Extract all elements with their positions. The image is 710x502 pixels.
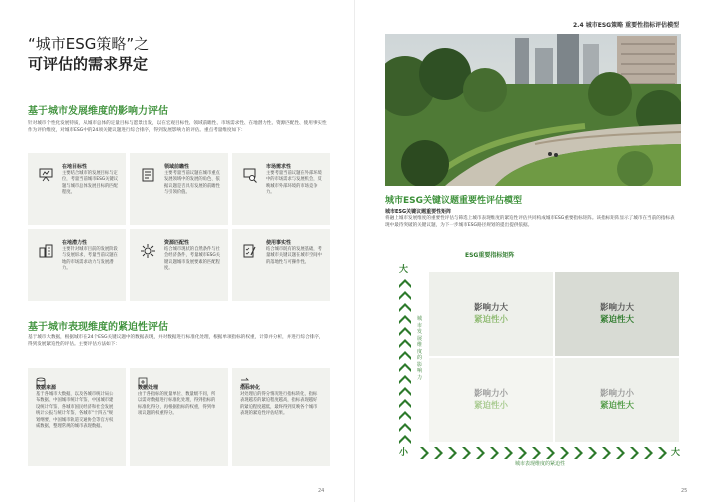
card-desc: 主要考量当前议题在城市重点发展领域中的发展的角色、依据议题是否具有发展的前瞻性与引领价值。 <box>164 171 220 196</box>
quadrant-line2: 紧迫性小 <box>473 401 508 411</box>
card-desc: 结合城市既有的发展基础，考量城市关键议题在城市空间中的落地性与可操作性。 <box>266 247 322 265</box>
card-desc: 结合城市现状的自然条件与社会经济条件，考量城市ESG关键议题城市发展要素的匹配程度。 <box>164 247 221 272</box>
card-title: 市场需求性 <box>266 164 292 170</box>
quadrant-line1: 影响力小 <box>599 389 634 399</box>
section2-heading: 基于城市表现维度的紧迫性评估 <box>28 322 168 333</box>
x-axis-big-label: 大 <box>671 448 681 458</box>
quadrant-line1: 影响力大 <box>473 303 508 313</box>
quadrant-bottom-left <box>429 358 553 442</box>
presentation-board-icon <box>38 167 54 186</box>
y-axis-label: 城市发展维度的影响力 <box>417 316 423 381</box>
quadrant-line1: 影响力小 <box>473 389 508 399</box>
y-axis-big-label: 大 <box>399 265 409 275</box>
card-data-processing <box>130 368 228 466</box>
gear-network-icon <box>140 243 156 262</box>
card-desc: 基于各城市大数据，以及各城市统计局公布数据、中国城市统计年鉴、中国城市建设统计年鉴、各城市国民经济和社会发展统计公报与统计年鉴、各城市"十四五"规划纲要、中国城市轨道交通协会等官方权威数据，整理常规的城市表现数据。 <box>36 392 114 430</box>
section2-intro: 基于城市大数据，根据城市在24个ESG关键议题中的数据表现，并对数据进行标准化处理，根据单项指标的权重，计算并分析，并进行综合排序，得到发展紧迫性的评估。主要评估方法如下： <box>28 335 324 347</box>
section-heading: 城市ESG关键议题重要性评估模型 <box>385 196 523 206</box>
quadrant-top-left <box>429 272 553 356</box>
axis-small-label: 小 <box>399 448 409 458</box>
card-title: 在地目标性 <box>62 164 88 170</box>
right-page <box>355 0 710 502</box>
section1-heading: 基于城市发展维度的影响力评估 <box>28 106 168 117</box>
card-field-foresight <box>130 153 228 225</box>
card-desc: 主要针对城市目前的发展阶段与发展诉求，考量当前议题在地的市场需求动力与发展潜力。 <box>62 247 118 272</box>
card-data-source <box>28 368 126 466</box>
card-market-demand <box>232 153 330 225</box>
conversion-icon <box>240 372 250 382</box>
quadrant-line2: 紧迫性小 <box>473 315 508 325</box>
database-icon <box>36 372 46 382</box>
sub-heading: 城市ESG关键议题重要性矩阵 <box>385 209 452 215</box>
card-title: 数据处理 <box>138 385 159 391</box>
checklist-pen-icon <box>242 243 258 262</box>
page-number-left: 24 <box>318 488 325 494</box>
x-axis-arrow <box>417 445 669 459</box>
card-local-potential <box>28 229 126 301</box>
matrix-title: ESG重要指标矩阵 <box>465 252 515 259</box>
quadrant-top-right <box>555 272 679 356</box>
card-title: 在地潜力性 <box>62 240 88 246</box>
card-desc: 对处理后的得分情况进行指标转化，指标表现越差的紧迫程度越高，指标表现越好的紧迫程度越低，最终得到反映各个城市表现的紧迫性评估结果。 <box>240 392 318 417</box>
search-chart-icon <box>242 167 258 186</box>
buildings-icon <box>38 243 54 262</box>
running-header: 2.4 城市ESG策略 重要性指标评估模型 <box>573 22 680 29</box>
card-title: 使用事实性 <box>266 240 292 246</box>
processing-icon <box>138 372 148 382</box>
card-local-goal <box>28 153 126 225</box>
card-desc: 由于各指标的度量单位、数量级不同，所以需对数据进行标准化处理，得到指标的标准化得分，再根据指标的权重，得到单项议题的权重得分。 <box>138 392 216 417</box>
esg-matrix <box>395 262 685 467</box>
section-intro: 将融上城市发展维度的重要性评估与筛选上城市表现维度的紧迫性评估共同构成城市ESG重要指标矩阵。该指标矩阵显示了城市在当前的指标表现中最待突破的关键议题，为下一步城市ESG路径规划的提出提供依据。 <box>385 216 675 228</box>
card-use-feasibility <box>232 229 330 301</box>
card-title: 资源匹配性 <box>164 240 190 246</box>
card-desc: 主要结合城市的发展目标与定位，考量当前城市ESG关键议题与城市总体发展目标的匹配程度。 <box>62 171 119 196</box>
document-list-icon <box>140 167 156 186</box>
city-park-photo <box>385 34 681 186</box>
x-axis-label: 城市表现维度的紧迫性 <box>515 461 566 467</box>
card-resource-match <box>130 229 228 301</box>
card-title: 数据来源 <box>36 385 57 391</box>
section1-intro: 针对城市个性化发展特质，从城市总体的定量目标与愿景出发，以在宏观目标性、领域前瞻性、市场需求性、在地潜力性、资源匹配性、使用事实性作为评价维度，对城市ESG中的24项关键议题进行综合排序，得到发展影响力的评估。重点考量维度如下： <box>28 121 327 133</box>
card-title: 指标转化 <box>240 385 261 391</box>
quadrant-line2: 紧迫性大 <box>599 315 634 325</box>
quadrant-line1: 影响力大 <box>599 303 634 313</box>
quadrant-line2: 紧迫性大 <box>599 401 634 411</box>
page-title-line2: 可评估的需求界定 <box>28 55 149 73</box>
page-number-right: 25 <box>681 488 688 494</box>
page-title-line1: “城市ESG策略”之 <box>28 35 150 53</box>
card-title: 领域前瞻性 <box>164 164 190 170</box>
y-axis-arrow <box>397 276 413 446</box>
card-desc: 主要考量当前议题在外部环境中的市场需求与发展机会，反映城市外部环境的市场竞争力。 <box>266 171 322 196</box>
quadrant-bottom-right <box>555 358 679 442</box>
card-indicator-conversion <box>232 368 330 466</box>
